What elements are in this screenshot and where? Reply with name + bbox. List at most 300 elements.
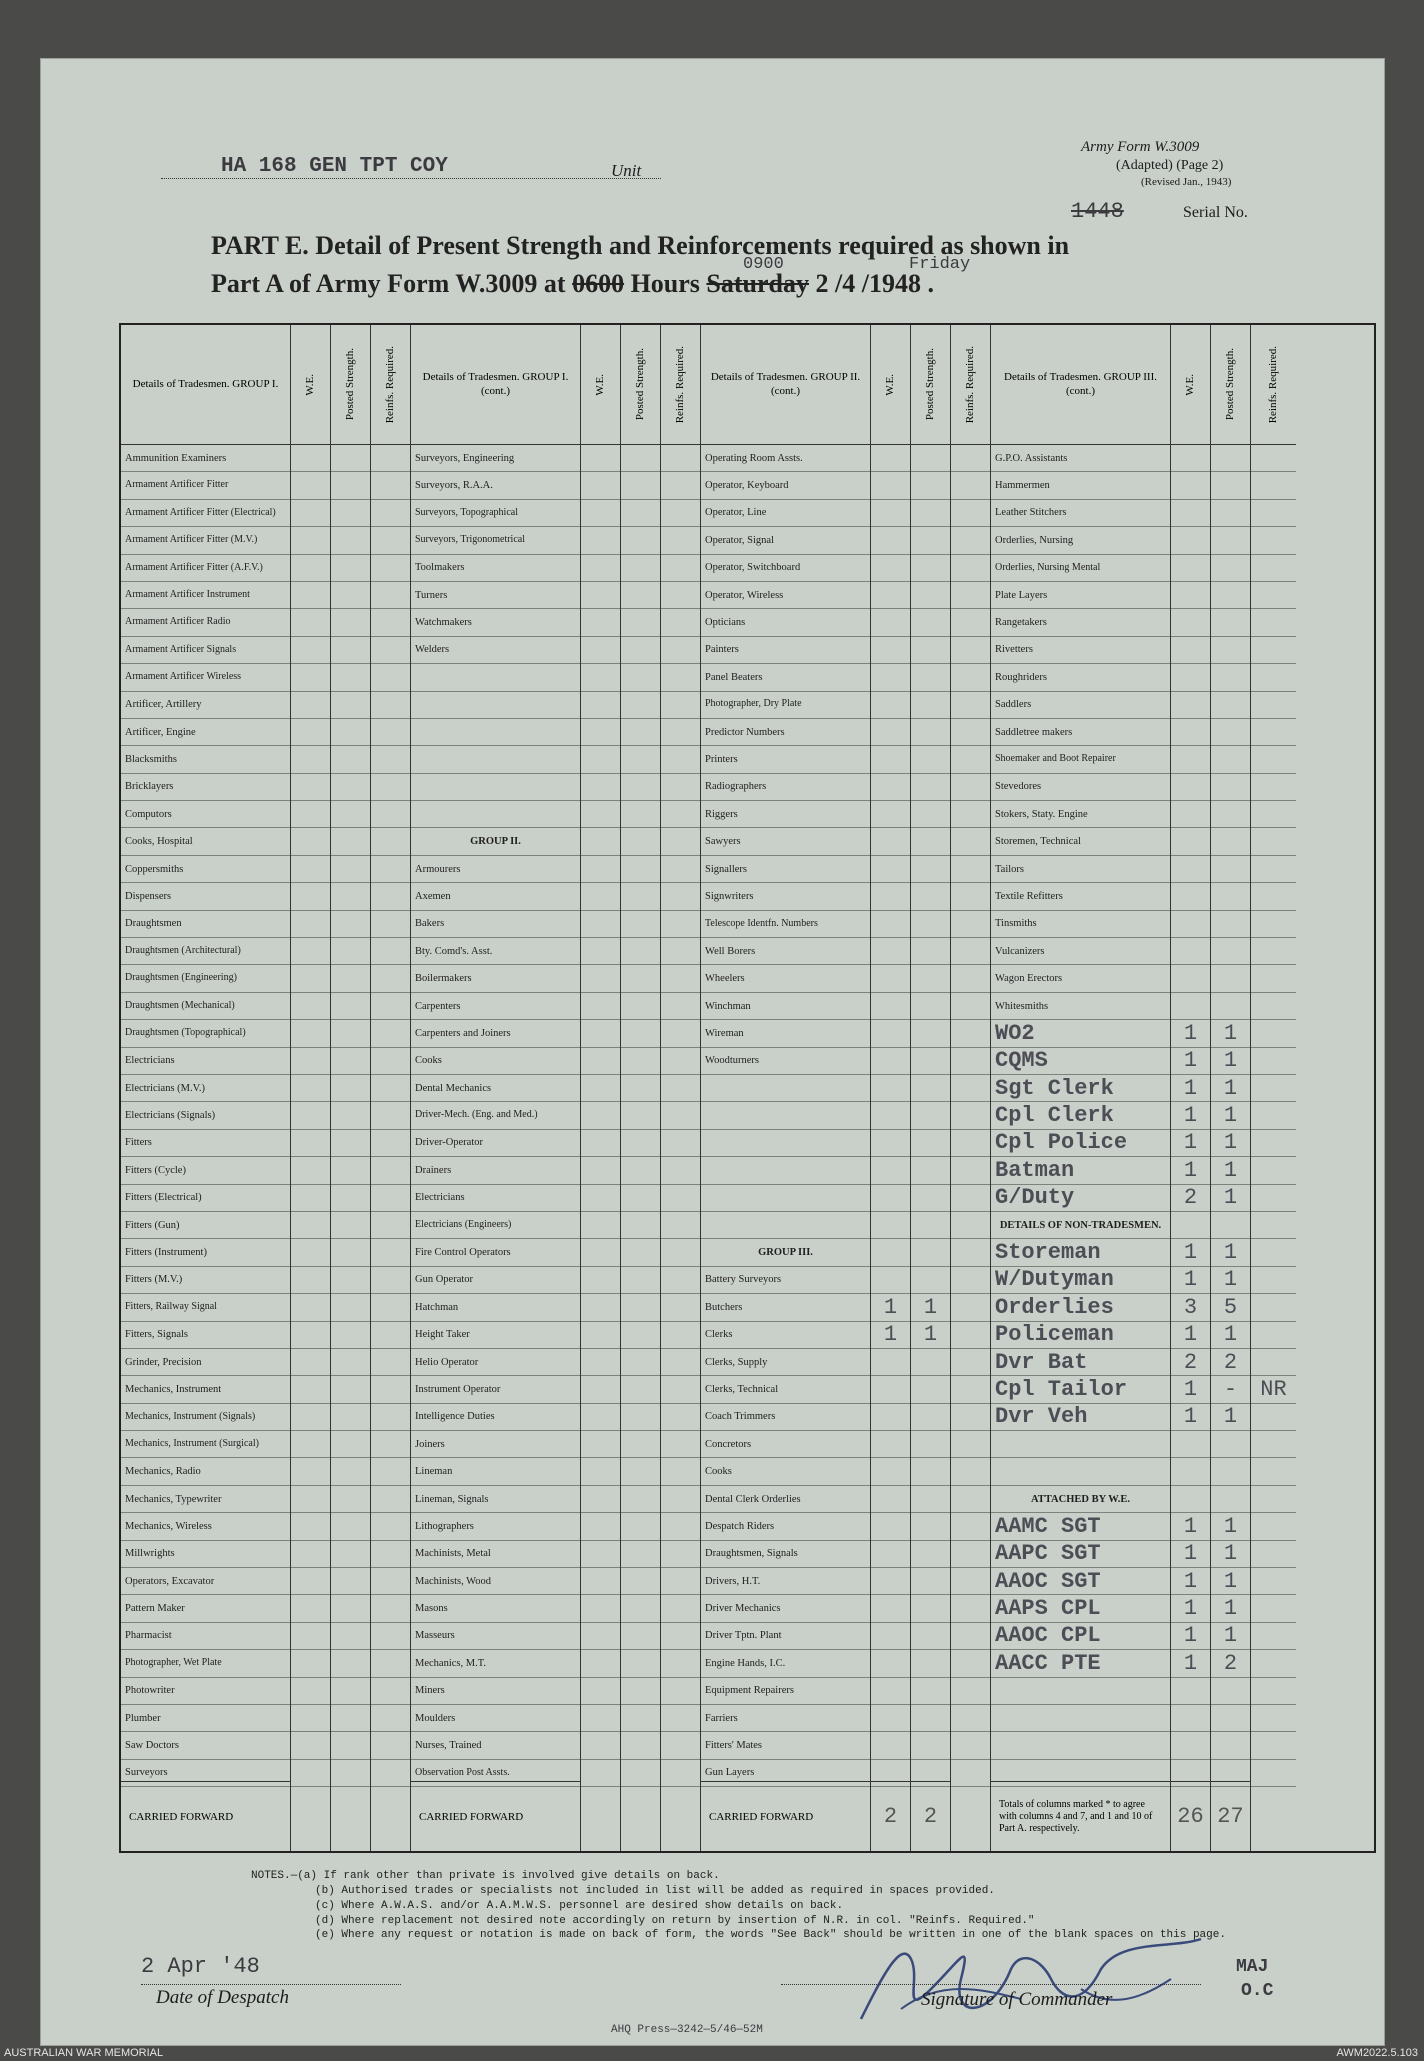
table-cell-empty	[581, 1020, 620, 1047]
commander-signature	[841, 1919, 1301, 2039]
table-cell-empty	[371, 719, 410, 746]
table-row-label: Plumber	[121, 1705, 290, 1732]
table-cell-value	[1251, 1678, 1296, 1705]
table-cell-value	[871, 746, 910, 773]
table-cell-value	[1211, 1705, 1250, 1732]
table-cell-value	[1251, 582, 1296, 609]
table-cell-empty	[951, 1294, 990, 1321]
col3-posted-header	[911, 325, 950, 445]
table-cell-value	[871, 1595, 910, 1622]
table-cell-value: 1	[1171, 1650, 1210, 1677]
table-cell-value	[911, 965, 950, 992]
table-cell-value	[871, 1404, 910, 1431]
table-cell-empty	[581, 500, 620, 527]
table-cell-empty	[661, 1760, 700, 1787]
table-cell-empty	[951, 1541, 990, 1568]
table-cell-value	[871, 1075, 910, 1102]
table-cell-empty	[661, 965, 700, 992]
table-cell-value	[871, 1020, 910, 1047]
table-row-label: Masseurs	[411, 1623, 580, 1650]
table-row-label: Tinsmiths	[991, 911, 1170, 938]
table-cell-value	[1171, 938, 1210, 965]
table-cell-empty	[291, 500, 330, 527]
form-name: Army Form W.3009	[1081, 139, 1200, 155]
table-cell-empty	[581, 719, 620, 746]
table-row-label: Electricians (M.V.)	[121, 1075, 290, 1102]
table-cell-value	[911, 609, 950, 636]
table-row-label: Welders	[411, 637, 580, 664]
table-cell-empty	[371, 472, 410, 499]
col1-we	[291, 325, 331, 1851]
table-cell-empty	[661, 1212, 700, 1239]
table-row-label: Roughriders	[991, 664, 1170, 691]
table-cell-empty	[331, 1157, 370, 1184]
table-cell-value	[1171, 664, 1210, 691]
table-cell-empty	[951, 637, 990, 664]
table-cell-empty	[661, 1458, 700, 1485]
table-cell-empty	[621, 828, 660, 855]
table-cell-empty	[951, 1376, 990, 1403]
table-row-label: Blacksmiths	[121, 746, 290, 773]
table-row-label: Orderlies, Nursing	[991, 527, 1170, 554]
table-row-label: Woodturners	[701, 1048, 870, 1075]
table-cell-value	[1171, 965, 1210, 992]
col3-posted-label: Posted Strength.	[923, 348, 936, 421]
table-cell-empty	[331, 1185, 370, 1212]
table-cell-empty	[951, 1157, 990, 1184]
table-cell-value	[911, 445, 950, 472]
table-cell-empty	[291, 609, 330, 636]
col3-posted	[911, 325, 951, 1851]
table-cell-value	[1251, 1102, 1296, 1129]
col4-we	[1171, 325, 1211, 1851]
table-cell-empty	[371, 1404, 410, 1431]
table-cell-empty	[581, 1349, 620, 1376]
table-row-label: Driver Mechanics	[701, 1595, 870, 1622]
table-cell-empty	[951, 664, 990, 691]
table-cell-empty	[331, 746, 370, 773]
table-cell-empty	[661, 1020, 700, 1047]
table-row-label: Telescope Identfn. Numbers	[701, 911, 870, 938]
table-cell-empty	[661, 1650, 700, 1677]
table-cell-value	[911, 1678, 950, 1705]
table-cell-empty	[951, 1458, 990, 1485]
note-e: (e) Where any request or notation is made on back of form, the words "See Back" should be written in one of the blank spaces on this page.	[315, 1929, 1226, 1942]
table-cell-empty	[661, 1322, 700, 1349]
table-cell-empty	[371, 1458, 410, 1485]
table-row-label: Helio Operator	[411, 1349, 580, 1376]
table-cell-value: 1	[1171, 1322, 1210, 1349]
table-cell-empty	[331, 472, 370, 499]
table-cell-empty	[661, 1595, 700, 1622]
table-cell-value: 1	[1211, 1595, 1250, 1622]
table-row-label: Armament Artificer Wireless	[121, 664, 290, 691]
table-cell-value	[1251, 1048, 1296, 1075]
table-cell-empty	[581, 692, 620, 719]
table-cell-empty	[331, 1075, 370, 1102]
table-row-label: Coppersmiths	[121, 856, 290, 883]
table-cell-value	[1171, 609, 1210, 636]
archive-caption-right: AWM2022.5.103	[1336, 2047, 1418, 2059]
table-row-label: Electricians	[121, 1048, 290, 1075]
table-cell-empty	[581, 1486, 620, 1513]
table-cell-empty	[621, 1322, 660, 1349]
table-row-label: Grinder, Precision	[121, 1349, 290, 1376]
table-cell-empty	[331, 1732, 370, 1759]
table-cell-empty	[581, 1130, 620, 1157]
table-cell-value	[1211, 500, 1250, 527]
form-adapted: (Adapted) (Page 2)	[1116, 158, 1224, 173]
table-cell-value	[871, 1185, 910, 1212]
table-row-label: Draughtsmen (Architectural)	[121, 938, 290, 965]
col4-reinfs	[1251, 325, 1296, 1851]
table-cell-value	[1171, 993, 1210, 1020]
serial-label: Serial No.	[1183, 204, 1248, 221]
table-cell-empty	[581, 1650, 620, 1677]
table-cell-empty	[291, 1322, 330, 1349]
table-cell-empty	[621, 719, 660, 746]
col4-details	[991, 325, 1171, 1851]
table-row-label: G.P.O. Assistants	[991, 445, 1170, 472]
table-row-label: Hammermen	[991, 472, 1170, 499]
table-cell-value	[1171, 1431, 1210, 1458]
title-struck-day: Saturday	[706, 269, 809, 298]
table-cell-value	[1251, 500, 1296, 527]
table-cell-empty	[661, 1623, 700, 1650]
table-cell-empty	[291, 1157, 330, 1184]
table-cell-value	[1211, 445, 1250, 472]
table-cell-value	[871, 911, 910, 938]
table-row-label: Fitters, Railway Signal	[121, 1294, 290, 1321]
table-cell-value	[1251, 1650, 1296, 1677]
table-row-label: Orderlies, Nursing Mental	[991, 555, 1170, 582]
table-row-label: Fitters (Cycle)	[121, 1157, 290, 1184]
table-cell-empty	[661, 1513, 700, 1540]
table-cell-empty	[291, 1020, 330, 1047]
table-cell-empty	[581, 1185, 620, 1212]
table-cell-empty	[331, 1486, 370, 1513]
table-cell-empty	[331, 1130, 370, 1157]
table-cell-value	[911, 883, 950, 910]
table-cell-empty	[291, 1404, 330, 1431]
table-cell-empty	[951, 774, 990, 801]
table-cell-value: 1	[1211, 1568, 1250, 1595]
table-cell-value	[911, 555, 950, 582]
table-cell-empty	[951, 1568, 990, 1595]
table-cell-value	[1171, 637, 1210, 664]
table-row-label: Masons	[411, 1595, 580, 1622]
table-cell-empty	[291, 582, 330, 609]
table-cell-value	[911, 1185, 950, 1212]
table-cell-empty	[621, 1705, 660, 1732]
col1-we-label: W.E.	[303, 373, 316, 396]
col1-posted-label: Posted Strength.	[343, 348, 356, 421]
table-row-label: Toolmakers	[411, 555, 580, 582]
table-cell-value: 1	[911, 1294, 950, 1321]
table-cell-value	[1251, 609, 1296, 636]
table-row-label: Signwriters	[701, 883, 870, 910]
table-cell-empty	[371, 1595, 410, 1622]
table-cell-value: 1	[1211, 1157, 1250, 1184]
table-cell-value	[911, 1102, 950, 1129]
table-row-label: Pharmacist	[121, 1623, 290, 1650]
table-cell-empty	[291, 1212, 330, 1239]
table-cell-empty	[291, 1650, 330, 1677]
table-cell-empty	[621, 555, 660, 582]
table-cell-empty	[291, 965, 330, 992]
table-row-label: Axemen	[411, 883, 580, 910]
table-cell-empty	[291, 1541, 330, 1568]
table-cell-empty	[661, 527, 700, 554]
table-cell-value	[871, 445, 910, 472]
table-row-label: Ammunition Examiners	[121, 445, 290, 472]
table-row-label: Policeman	[991, 1322, 1170, 1349]
note-a: NOTES.—(a) If rank other than private is involved give details on back.	[251, 1870, 720, 1882]
table-cell-empty	[621, 1212, 660, 1239]
table-row-label: Mechanics, Instrument	[121, 1376, 290, 1403]
table-cell-empty	[661, 993, 700, 1020]
table-cell-value: 1	[1171, 1075, 1210, 1102]
table-row-label: Machinists, Metal	[411, 1541, 580, 1568]
col3-we-carried: 2	[871, 1781, 910, 1851]
table-cell-empty	[371, 692, 410, 719]
table-cell-empty	[371, 1623, 410, 1650]
table-cell-value	[1171, 582, 1210, 609]
table-cell-value: 1	[1211, 1185, 1250, 1212]
table-cell-empty	[291, 1048, 330, 1075]
table-row-label: Lineman, Signals	[411, 1486, 580, 1513]
table-cell-empty	[371, 938, 410, 965]
signature-line	[781, 1984, 1201, 1985]
table-cell-value	[871, 1267, 910, 1294]
form-revised: (Revised Jan., 1943)	[1141, 176, 1232, 188]
table-cell-empty	[371, 911, 410, 938]
table-cell-empty	[291, 1075, 330, 1102]
table-cell-empty	[331, 609, 370, 636]
table-cell-value	[1211, 664, 1250, 691]
table-cell-value	[871, 555, 910, 582]
table-row-label: Coach Trimmers	[701, 1404, 870, 1431]
table-row-label	[701, 1212, 870, 1239]
col2-header: Details of Tradesmen. GROUP I. (cont.)	[411, 325, 580, 445]
title-line-1: PART E. Detail of Present Strength and Reinforcements required as shown in	[211, 231, 1070, 260]
table-cell-value	[871, 1513, 910, 1540]
table-cell-empty	[661, 582, 700, 609]
table-cell-empty	[621, 911, 660, 938]
table-cell-value	[1171, 445, 1210, 472]
table-row-label: Turners	[411, 582, 580, 609]
table-cell-value: 1	[1171, 1595, 1210, 1622]
title-hours: Hours	[624, 269, 707, 298]
table-cell-empty	[331, 911, 370, 938]
table-cell-value	[1251, 1541, 1296, 1568]
table-cell-empty	[661, 828, 700, 855]
table-cell-value: 1	[1211, 1404, 1250, 1431]
table-cell-value	[1251, 828, 1296, 855]
table-cell-value	[1211, 801, 1250, 828]
table-cell-empty	[371, 828, 410, 855]
table-row-label: AAOC SGT	[991, 1568, 1170, 1595]
table-cell-empty	[951, 1349, 990, 1376]
table-cell-empty	[951, 856, 990, 883]
table-row-label: Storemen, Technical	[991, 828, 1170, 855]
table-cell-value: 1	[1211, 1130, 1250, 1157]
table-cell-value	[871, 1048, 910, 1075]
table-cell-value	[1211, 856, 1250, 883]
table-row-label: Stokers, Staty. Engine	[991, 801, 1170, 828]
table-cell-empty	[331, 883, 370, 910]
table-row-label: Dvr Bat	[991, 1349, 1170, 1376]
table-cell-empty	[661, 555, 700, 582]
note-b: (b) Authorised trades or specialists not included in list will be added as required in spaces provided.	[315, 1884, 995, 1897]
col4-header: Details of Tradesmen. GROUP III. (cont.)	[991, 325, 1170, 445]
table-row-label	[991, 1732, 1170, 1759]
col1-we-header	[291, 325, 330, 445]
table-cell-value: 1	[1171, 1404, 1210, 1431]
table-cell-value: 1	[1171, 1568, 1210, 1595]
table-cell-value	[1251, 1322, 1296, 1349]
col3-reinfs	[951, 325, 991, 1851]
table-cell-value	[1251, 1513, 1296, 1540]
table-cell-empty	[661, 445, 700, 472]
table-row-label: Armourers	[411, 856, 580, 883]
table-cell-empty	[661, 1048, 700, 1075]
table-row-label: Dental Mechanics	[411, 1075, 580, 1102]
table-cell-empty	[291, 1595, 330, 1622]
table-cell-empty	[371, 1185, 410, 1212]
form-sheet	[40, 58, 1385, 2046]
table-cell-value	[1171, 1678, 1210, 1705]
table-cell-empty	[291, 938, 330, 965]
table-row-label: Riggers	[701, 801, 870, 828]
table-cell-empty	[291, 746, 330, 773]
table-cell-value	[911, 801, 950, 828]
table-cell-value	[911, 1541, 950, 1568]
table-cell-value	[871, 664, 910, 691]
table-cell-empty	[291, 472, 330, 499]
col3-we-header	[871, 325, 910, 445]
col2-we-label: W.E.	[593, 373, 606, 396]
table-cell-empty	[331, 774, 370, 801]
table-row-label: Operator, Keyboard	[701, 472, 870, 499]
table-cell-empty	[371, 1541, 410, 1568]
table-cell-value	[1171, 1212, 1210, 1239]
table-cell-empty	[661, 1678, 700, 1705]
table-row-label: G/Duty	[991, 1185, 1170, 1212]
table-cell-value	[1251, 965, 1296, 992]
table-cell-empty	[331, 1376, 370, 1403]
table-cell-empty	[621, 664, 660, 691]
table-row-label: Orderlies	[991, 1294, 1170, 1321]
table-cell-empty	[291, 993, 330, 1020]
table-cell-empty	[621, 1048, 660, 1075]
table-cell-empty	[661, 1157, 700, 1184]
col4-posted	[1211, 325, 1251, 1851]
table-cell-empty	[291, 856, 330, 883]
col1-carried-forward: CARRIED FORWARD	[121, 1781, 290, 1851]
table-cell-empty	[371, 1294, 410, 1321]
table-cell-empty	[951, 1431, 990, 1458]
table-cell-empty	[291, 801, 330, 828]
table-cell-empty	[371, 609, 410, 636]
table-row-label: Hatchman	[411, 1294, 580, 1321]
table-row-label: Intelligence Duties	[411, 1404, 580, 1431]
table-cell-value	[871, 801, 910, 828]
table-cell-value	[911, 856, 950, 883]
table-cell-empty	[371, 1486, 410, 1513]
table-cell-value	[911, 472, 950, 499]
archive-caption-left: AUSTRALIAN WAR MEMORIAL	[4, 2047, 164, 2059]
table-cell-value	[1251, 1075, 1296, 1102]
table-row-label: Draughtsmen	[121, 911, 290, 938]
table-cell-empty	[331, 1541, 370, 1568]
table-cell-value	[1171, 1486, 1210, 1513]
table-cell-empty	[331, 1513, 370, 1540]
table-cell-empty	[331, 1294, 370, 1321]
table-cell-value	[1251, 1349, 1296, 1376]
table-cell-empty	[371, 1157, 410, 1184]
table-cell-value: 1	[1171, 1130, 1210, 1157]
table-cell-empty	[621, 1075, 660, 1102]
col3-reinfs-header	[951, 325, 990, 445]
table-row-label: Armament Artificer Fitter (M.V.)	[121, 527, 290, 554]
table-cell-empty	[331, 500, 370, 527]
table-cell-value	[1171, 692, 1210, 719]
table-cell-empty	[581, 1239, 620, 1266]
table-cell-empty	[581, 1376, 620, 1403]
table-cell-empty	[331, 965, 370, 992]
table-cell-value	[1251, 527, 1296, 554]
table-cell-empty	[951, 1486, 990, 1513]
table-cell-value	[1171, 527, 1210, 554]
table-cell-empty	[661, 1431, 700, 1458]
table-row-label: Saddlers	[991, 692, 1170, 719]
table-cell-empty	[291, 1239, 330, 1266]
table-cell-empty	[581, 856, 620, 883]
table-cell-value	[911, 1431, 950, 1458]
table-cell-value	[911, 527, 950, 554]
table-cell-empty	[331, 637, 370, 664]
table-cell-value	[1211, 911, 1250, 938]
table-cell-value	[1211, 993, 1250, 1020]
table-cell-value	[871, 1431, 910, 1458]
table-cell-empty	[331, 582, 370, 609]
table-cell-value	[911, 1732, 950, 1759]
table-cell-value	[1171, 746, 1210, 773]
table-row-label: Tailors	[991, 856, 1170, 883]
table-cell-empty	[371, 1705, 410, 1732]
table-row-label	[701, 1102, 870, 1129]
table-row-label	[411, 801, 580, 828]
table-row-label: Instrument Operator	[411, 1376, 580, 1403]
table-row-label: Watchmakers	[411, 609, 580, 636]
table-cell-empty	[621, 965, 660, 992]
table-cell-value	[911, 938, 950, 965]
table-row-label: W/Dutyman	[991, 1267, 1170, 1294]
table-cell-value	[911, 1650, 950, 1677]
table-cell-empty	[331, 1705, 370, 1732]
table-row-label: GROUP II.	[411, 828, 580, 855]
table-row-label: Photographer, Wet Plate	[121, 1650, 290, 1677]
col3-we	[871, 325, 911, 1851]
table-cell-empty	[581, 527, 620, 554]
table-cell-empty	[581, 993, 620, 1020]
table-cell-empty	[621, 637, 660, 664]
table-row-label: Operator, Signal	[701, 527, 870, 554]
table-row-label: Moulders	[411, 1705, 580, 1732]
col1-reinfs-header	[371, 325, 410, 445]
table-row-label: Panel Beaters	[701, 664, 870, 691]
